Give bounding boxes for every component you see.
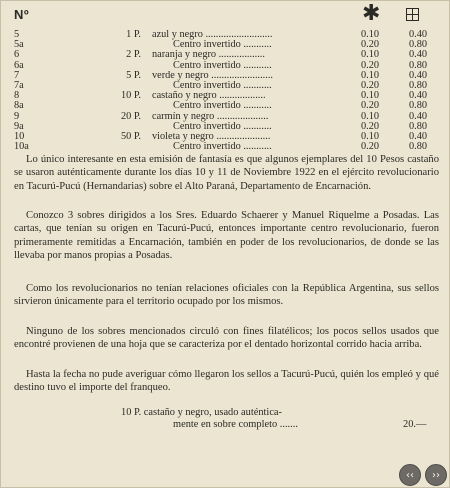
paragraph-4 (14, 325, 439, 352)
paragraph-5 (14, 368, 439, 395)
price-used: 0.40 (409, 110, 428, 122)
catalog-number: 7a (14, 79, 24, 91)
stamp-description: azul y negro .......................... (152, 29, 273, 40)
footer-line-1: 10 P. castaño y negro, usado auténtica- (121, 407, 283, 418)
catalog-number: 5 (14, 29, 20, 40)
stamp-description: castaño y negro .................. (152, 90, 266, 102)
table-row (1, 101, 450, 111)
footer-price: 20.— (403, 419, 427, 430)
grid-icon (406, 8, 419, 21)
price-used: 0.40 (409, 69, 428, 81)
price-used: 0.80 (409, 59, 428, 71)
price-unused: 0.10 (361, 29, 380, 40)
stamp-description: violeta y negro ..................... (152, 130, 271, 142)
stamp-description: verde y negro ........................ (152, 69, 273, 81)
catalog-number: 7 (14, 69, 20, 81)
price-unused: 0.10 (361, 49, 380, 61)
paragraph-3-text: Como los revolucionarios no tenían relaciones oficiales con la República Argentina, sus sellos sirvieron únicamente para el territorio ocupado por los mismos. (14, 283, 439, 308)
stamp-description: Centro invertido ........... (173, 100, 272, 112)
stamp-description: Centro invertido ........... (173, 79, 272, 91)
price-used: 0.80 (409, 79, 428, 91)
price-used: 0.80 (409, 100, 428, 112)
number-column-header: Nº (14, 7, 30, 22)
table-row (1, 142, 450, 152)
face-value: 10 P. (120, 90, 141, 102)
previous-page-button[interactable] (399, 464, 421, 486)
price-unused: 0.20 (361, 79, 380, 91)
paragraph-2 (14, 209, 439, 263)
double-chevron-left-icon: ‹‹ (406, 469, 414, 481)
double-chevron-right-icon: ›› (432, 469, 440, 481)
face-value: 2 P. (126, 49, 141, 61)
paragraph-1-text: Lo único interesante en esta emisión de fantasía es que algunos ejemplares del 10 Pesos castaño se usaron auténticamente durante los días 10 y 11 de Noviembre 1922 en el ejército revolucionario en Tacurú-Pucú (Hernandarias) sobre el Alto Paraná, Departamento de Encarnación. (14, 154, 439, 192)
price-used: 0.80 (409, 39, 428, 51)
stamp-description: carmín y negro .................... (152, 110, 269, 122)
stamp-description: naranja y negro .................. (152, 49, 265, 61)
catalog-number: 8 (14, 90, 20, 102)
asterisk-icon: ✱ (362, 1, 381, 26)
catalog-number: 10a (14, 141, 29, 153)
paragraph-4-text: Ninguno de los sobres mencionados circuló con fines filatélicos; los pocos sellos usados que encontré provienen de una hoja que se caracteriza por el dentado horizontal corrido hacia arriba. (14, 326, 439, 351)
price-used: 0.80 (409, 120, 428, 132)
price-unused: 0.20 (361, 59, 380, 71)
catalog-number: 6 (14, 49, 20, 61)
price-used: 0.40 (409, 49, 428, 61)
paragraph-1 (14, 153, 439, 193)
paragraph-3 (14, 282, 439, 309)
catalog-number: 9 (14, 110, 20, 122)
price-unused: 0.20 (361, 120, 380, 132)
stamp-description: Centro invertido ........... (173, 141, 272, 153)
stamp-description: Centro invertido ........... (173, 120, 272, 132)
price-unused: 0.20 (361, 100, 380, 112)
price-unused: 0.10 (361, 90, 380, 102)
stamp-table (1, 30, 450, 152)
next-page-button[interactable] (425, 464, 447, 486)
catalog-number: 10 (14, 130, 25, 142)
catalog-number: 8a (14, 100, 24, 112)
price-used: 0.80 (409, 141, 428, 153)
stamp-description: Centro invertido ........... (173, 59, 272, 71)
price-used: 0.40 (409, 90, 428, 102)
price-unused: 0.20 (361, 39, 380, 51)
paragraph-2-text: Conozco 3 sobres dirigidos a los Sres. Eduardo Schaerer y Manuel Riquelme a Posadas. Las cartas, que tenían su origen en Tacurú-Pucú, entonces importante centro revolucionario, fueron primeramente remitidas a Encarnación, también en poder de los revolucionarios, de donde se las llevaba por manos propias a Posadas. (14, 210, 439, 262)
face-value: 20 P. (120, 110, 141, 122)
price-unused: 0.10 (361, 69, 380, 81)
stamp-description: Centro invertido ........... (173, 39, 272, 51)
catalog-number: 6a (14, 59, 24, 71)
price-used: 0.40 (409, 29, 428, 40)
paragraph-5-text: Hasta la fecha no pude averiguar cómo llegaron los sellos a Tacurú-Pucú, quién los empleó y qué destino tuvo el importe del franqueo. (14, 369, 439, 394)
face-value: 50 P. (120, 130, 141, 142)
face-value: 1 P. (126, 29, 141, 40)
footer-listing (121, 407, 441, 431)
price-unused: 0.20 (361, 141, 380, 153)
catalog-number: 9a (14, 120, 24, 132)
price-unused: 0.10 (361, 110, 380, 122)
face-value: 5 P. (126, 69, 141, 81)
price-used: 0.40 (409, 130, 428, 142)
price-unused: 0.10 (361, 130, 380, 142)
catalog-number: 5a (14, 39, 24, 51)
footer-line-2: mente en sobre completo ....... (173, 419, 298, 430)
